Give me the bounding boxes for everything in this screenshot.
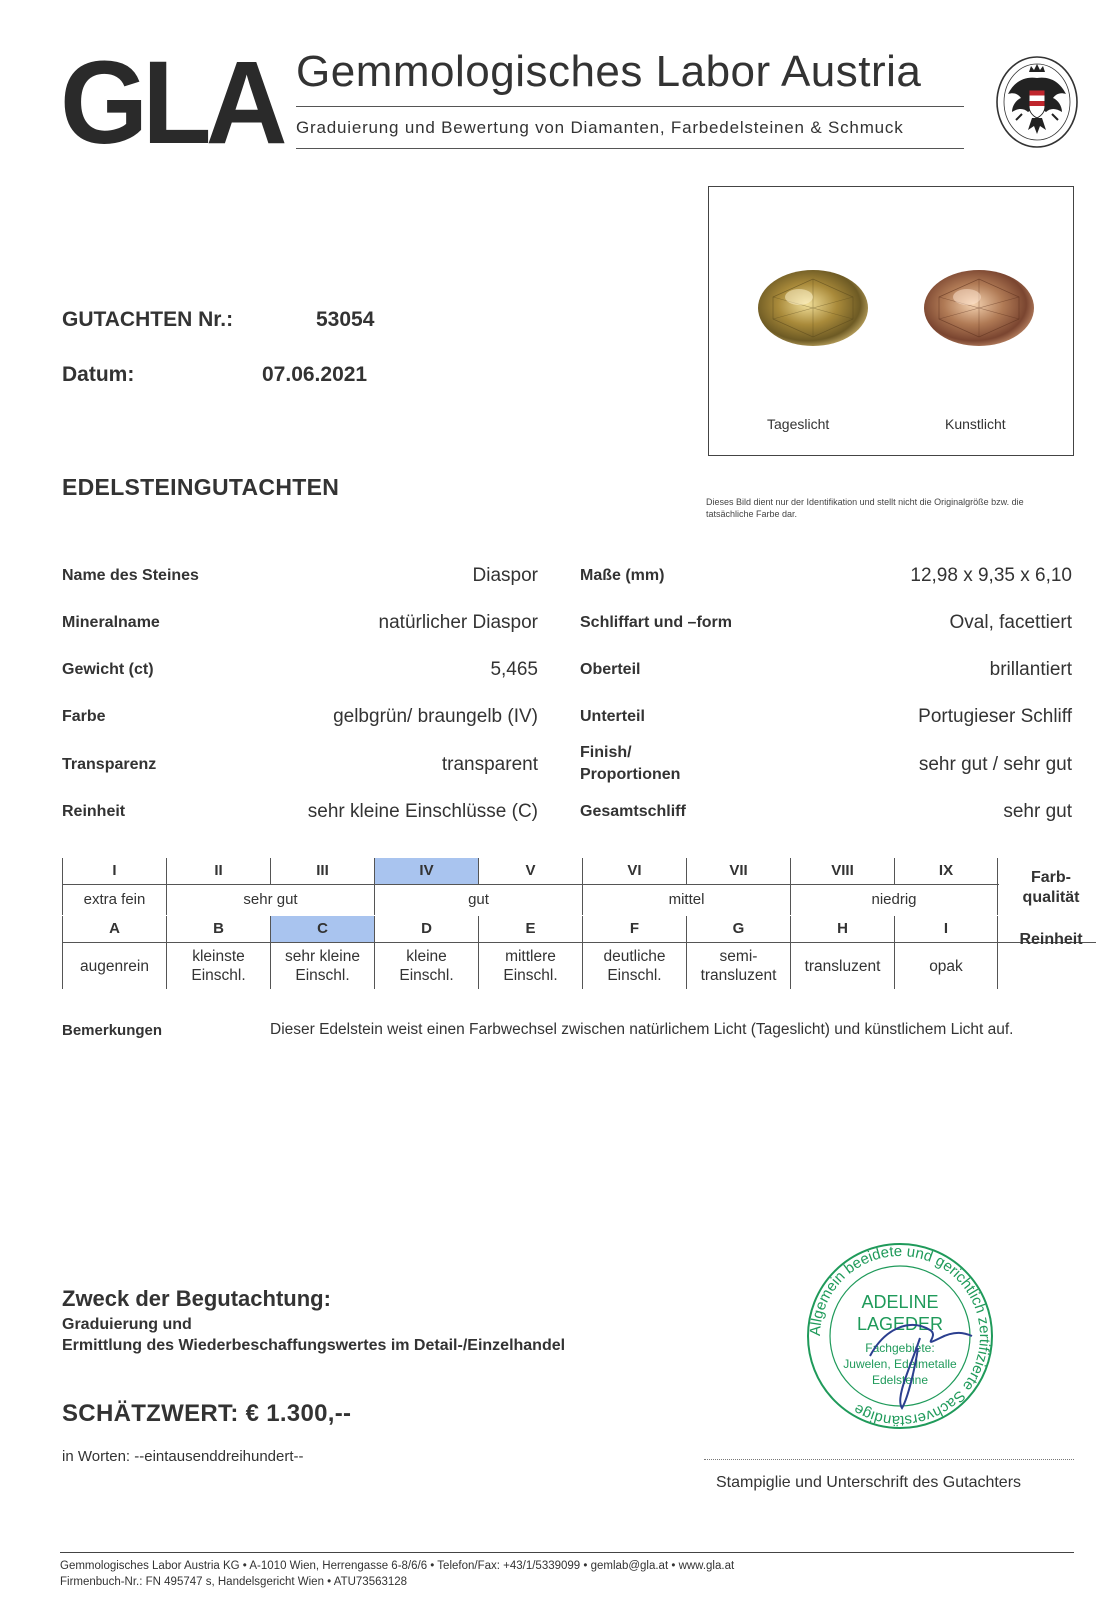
property-name: Gesamtschliff [580,803,686,820]
remarks-text: Dieser Edelstein weist einen Farbwechsel zwischen natürlichem Licht (Tageslicht) und künstlichem Licht auf. [270,1021,1014,1038]
clarity-grade-cell: F [582,916,686,942]
clarity-desc-cell [582,943,686,989]
daylight-label: Tageslicht [767,416,830,432]
signature-caption: Stampiglie und Unterschrift des Gutachters [716,1474,1022,1491]
clarity-desc-line: deutliche [603,948,666,965]
clarity-desc-line: transluzent [804,957,881,975]
gem-daylight-image [755,267,871,349]
color-group-cell: gut [374,885,582,915]
footer-line: Gemmologisches Labor Austria KG • A-1010 Wien, Herrengasse 6-8/6/6 • Telefon/Fax: +43/1/5339099 • gemlab@gla.at • www.gla.at [60,1560,735,1572]
color-grade-cell: II [166,858,270,884]
clarity-desc-cell [374,943,478,989]
clarity-desc-line: transluzent [700,967,777,984]
color-quality-label-line: qualität [1022,889,1080,906]
clarity-desc-line: kleine [406,948,447,965]
stamp-name-line: ADELINE [861,1292,939,1312]
property-value: 5,465 [490,659,538,680]
property-name: Proportionen [580,766,681,783]
color-quality-label [1006,868,1096,908]
expert-stamp-icon [790,1238,1010,1434]
clarity-desc-line: semi- [719,948,758,965]
property-value: sehr gut [1003,801,1072,822]
property-name: Maße (mm) [580,567,665,584]
color-grade-cell: VII [686,858,790,884]
stamp-text-line: Edelsteine [871,1373,929,1387]
property-value: sehr gut / sehr gut [918,754,1072,775]
purpose-line: Graduierung und [62,1316,192,1333]
clarity-desc-cell [270,943,374,989]
stamp-ring-text: Allgemein beeidete und gerichtlich zertifizierte Sachverständige [806,1242,994,1430]
clarity-desc-cell [62,943,166,989]
property-name: Name des Steines [62,567,199,584]
property-name: Farbe [62,708,106,725]
property-name: Transparenz [62,756,157,773]
color-grade-cell-selected: IV [374,858,478,884]
property-value: 12,98 x 9,35 x 6,10 [910,565,1072,586]
grade-table [62,858,1096,988]
clarity-desc-line: Einschl. [607,967,662,984]
certificate-number: 53054 [316,308,375,331]
valuation-in-words: in Worten: --eintausenddreihundert-- [62,1448,304,1465]
property-name: Oberteil [580,661,641,678]
clarity-desc-line: opak [929,957,963,975]
purpose-line: Ermittlung des Wiederbeschaffungswertes im Detail-/Einzelhandel [62,1337,566,1354]
gem-artificial-light-image [921,267,1037,349]
clarity-desc-line: sehr kleine [285,948,360,965]
color-quality-label-line: Farb- [1031,869,1071,886]
clarity-grade-cell: D [374,916,478,942]
stamp-name-line: LAGEDER [856,1314,944,1334]
color-grade-cell: IX [894,858,998,884]
certificate-number-label: GUTACHTEN Nr.: [62,308,234,331]
clarity-desc-line: kleinste [192,948,245,965]
property-value: Portugieser Schliff [918,706,1072,727]
artificial-light-label: Kunstlicht [945,416,1006,432]
clarity-desc-cell [686,943,790,989]
clarity-grade-cell: I [894,916,998,942]
color-group-cell: niedrig [790,885,998,915]
color-grade-cell: III [270,858,374,884]
clarity-grade-cell: H [790,916,894,942]
clarity-desc-line: augenrein [80,957,149,975]
remarks-label: Bemerkungen [62,1022,163,1039]
property-value: sehr kleine Einschlüsse (C) [307,801,538,822]
header-rule-top [296,106,964,107]
clarity-desc-line: Einschl. [399,967,454,984]
property-value: gelbgrün/ braungelb (IV) [333,706,538,727]
clarity-grade-cell-selected: C [270,916,374,942]
photo-disclaimer: Dieses Bild dient nur der Identifikation und stellt nicht die Originalgröße bzw. die tatsächliche Farbe dar. [706,497,1024,519]
signature-rule [704,1459,1074,1460]
property-name: Gewicht (ct) [62,661,154,678]
property-name: Schliffart und –form [580,614,733,631]
property-value: brillantiert [989,659,1072,680]
valuation-label: SCHÄTZWERT: [62,1400,239,1427]
clarity-grade-cell: A [62,916,166,942]
header-rule-bottom [296,148,964,149]
clarity-desc-line: Einschl. [503,967,558,984]
property-name: Reinheit [62,803,126,820]
property-value: transparent [441,754,538,775]
clarity-desc-cell [790,943,894,989]
color-grade-cell: VI [582,858,686,884]
color-grade-cell: VIII [790,858,894,884]
color-group-cell: extra fein [62,885,166,915]
clarity-label: Reinheit [1019,931,1083,948]
color-group-cell: mittel [582,885,790,915]
valuation-amount: € 1.300,-- [245,1400,352,1427]
valuation [62,1400,351,1428]
color-group-cell: sehr gut [166,885,374,915]
color-grade-cell: I [62,858,166,884]
gla-logo: GLA [60,37,282,169]
color-grade-cell: V [478,858,582,884]
purpose-title: Zweck der Begutachtung: [62,1286,331,1311]
property-value: natürlicher Diaspor [378,612,538,633]
clarity-grade-cell: B [166,916,270,942]
section-title: EDELSTEINGUTACHTEN [62,474,340,500]
stamp-text-line: Fachgebiete: [865,1341,935,1355]
property-name: Unterteil [580,708,645,725]
property-value: Oval, facettiert [949,612,1072,633]
clarity-desc-cell [894,943,998,989]
austrian-eagle-seal-icon [994,54,1080,150]
stamp-text-line: Juwelen, Edelmetalle [843,1357,957,1371]
clarity-grade-cell: E [478,916,582,942]
lab-subtitle: Graduierung und Bewertung von Diamanten, Farbedelsteinen & Schmuck [296,118,904,137]
date-label: Datum: [62,363,135,386]
footer-rule [60,1552,1074,1553]
clarity-desc-line: Einschl. [295,967,350,984]
lab-name: Gemmologisches Labor Austria [296,47,922,96]
property-name: Mineralname [62,614,160,631]
clarity-desc-line: mittlere [505,948,556,965]
certificate-date: 07.06.2021 [262,363,368,386]
clarity-desc-cell [478,943,582,989]
footer-line: Firmenbuch-Nr.: FN 495747 s, Handelsgericht Wien • ATU73563128 [60,1576,408,1588]
clarity-desc-line: Einschl. [191,967,246,984]
property-name: Finish/ [580,744,632,761]
clarity-desc-cell [166,943,270,989]
gem-photo-frame [708,186,1074,456]
property-value: Diaspor [472,565,538,586]
clarity-grade-cell: G [686,916,790,942]
